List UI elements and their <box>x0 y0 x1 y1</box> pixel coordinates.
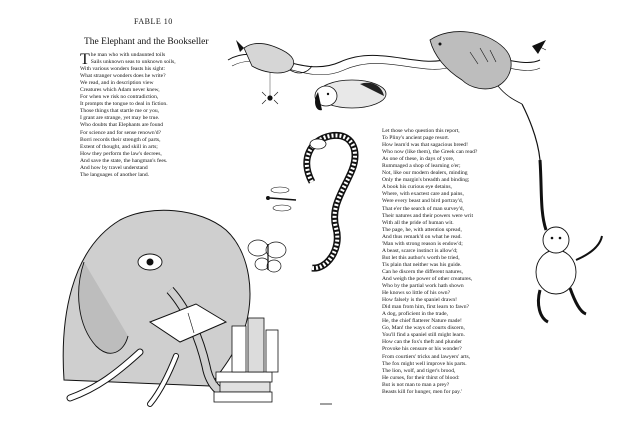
spider-icon <box>262 72 278 104</box>
poem-line: With various wonders feasts his sight: <box>80 66 166 73</box>
fable-number: FABLE 10 <box>134 17 173 26</box>
poem-line: How can the fox's theft and plunder <box>382 339 462 346</box>
poem-line: You'll find a spaniel still might learn. <box>382 332 465 339</box>
poem-line: Who by the partial work hath shown <box>382 283 464 290</box>
poem-line: Can he discern the different natures, <box>382 268 463 275</box>
poem-line: Sails unknown seas to unknown soils, <box>90 59 176 66</box>
poem-line: Provoke his censure or his wonder? <box>382 346 462 353</box>
poem-line: He knows so little of his own? <box>382 290 451 297</box>
poem-line: For science and for sense renown'd? <box>80 129 162 136</box>
poem-line: 'Man with strong reason is endow'd; <box>382 240 463 247</box>
dragonfly-icon <box>266 187 296 211</box>
flying-insect-icon <box>532 40 546 54</box>
poem-line: He, the chief flatterer Nature made! <box>382 318 462 325</box>
poem-line: And thus remark'd on what he read. <box>382 233 462 240</box>
poem-line: The fox might well improve his parts. <box>382 360 467 367</box>
drop-cap: T <box>80 51 90 68</box>
butterfly-icon <box>248 240 286 272</box>
monkey-icon <box>536 160 602 322</box>
poem-line: The languages of another land. <box>80 171 150 178</box>
fox-icon <box>236 40 312 73</box>
poem-left-column <box>80 51 176 179</box>
poem-line: Were every beast and bird portray'd, <box>382 198 464 205</box>
poem-line: How they perform the law's decrees, <box>80 150 162 157</box>
poem-line: How learn'd was that sagacious breed! <box>382 142 468 149</box>
poem-line: Those things that startle me or you, <box>80 108 160 115</box>
poem-line: Creatures which Adam never knew, <box>80 87 160 94</box>
poem-line: To Pliny's ancient page resort. <box>382 135 450 142</box>
snake-icon <box>307 135 355 268</box>
poem-line: Not, like our modern dealers, minding <box>382 170 468 177</box>
poem-line: he man who with undaunted toils <box>90 52 166 58</box>
poem-line: And how by travel understand <box>80 164 148 171</box>
poem-line: We read, and in description view <box>80 80 154 87</box>
poem-line: Their natures and their powers were writ <box>382 212 474 219</box>
poem-line: Who now (like them), the Greek can read? <box>382 149 478 156</box>
spaniel-dog-icon <box>315 80 386 110</box>
poem-line: As one of these, in days of yore, <box>382 156 455 163</box>
poem-line: And weigh the power of other creatures, <box>382 275 473 282</box>
poem-line: Extent of thought, and skill in arts; <box>80 143 158 150</box>
poem-line: I grant are strange, yet may be true. <box>80 115 160 122</box>
poem-line: Go, Man! the ways of courts discern, <box>382 325 465 332</box>
poem-line: Who doubts that Elephants are found <box>80 122 164 129</box>
bird-of-prey-icon <box>430 32 522 104</box>
poem-line: For when we risk no contradiction, <box>80 94 159 101</box>
poem-line: Did man from him, first learn to fawn? <box>382 304 469 311</box>
poem-line: Borri records their strength of parts, <box>80 136 161 143</box>
poem-line: That e'er the search of man survey'd, <box>382 205 465 212</box>
poem-line: Where, with exactest care and pains, <box>382 191 464 198</box>
poem-line: Beasts kill for hunger, men for pay.' <box>382 388 462 395</box>
poem-line: A beast, scarce instinct is allow'd; <box>382 247 458 254</box>
hanging-branch <box>522 104 540 160</box>
poem-line: A book his curious eye detains, <box>382 184 452 191</box>
fable-title: The Elephant and the Bookseller <box>84 37 209 47</box>
poem-line: He curses, for their thirst of blood: <box>382 374 460 381</box>
poem-line: The lion, wolf, and tiger's brood, <box>382 367 456 374</box>
poem-line: It prompts the tongue to deal in fiction. <box>80 101 168 108</box>
poem-line: With all the pride of human wit. <box>382 219 454 226</box>
poem-line: Only the margin's breadth and binding; <box>382 177 470 184</box>
poem-line: But is not man to man a prey? <box>382 381 450 388</box>
poem-line: But let this author's worth be tried, <box>382 254 460 261</box>
poem-line: Tis plain that neither was his guide. <box>382 261 462 268</box>
poem-line: From courtiers' tricks and lawyers' arts, <box>382 353 471 360</box>
poem-line: The page, he, with attention spread, <box>382 226 462 233</box>
poem-line: Let those who question this report, <box>382 128 460 134</box>
poem-right-column <box>382 128 477 396</box>
poem-line: A dog, proficient in the trade, <box>382 311 449 318</box>
poem-line: And save the state, the hangman's fees. <box>80 157 168 164</box>
poem-line: What stranger wonders does he write? <box>80 73 166 80</box>
poem-line: How falsely is the spaniel drawn! <box>382 297 458 304</box>
poem-line: Rummaged a shop of learning o'er; <box>382 163 461 170</box>
